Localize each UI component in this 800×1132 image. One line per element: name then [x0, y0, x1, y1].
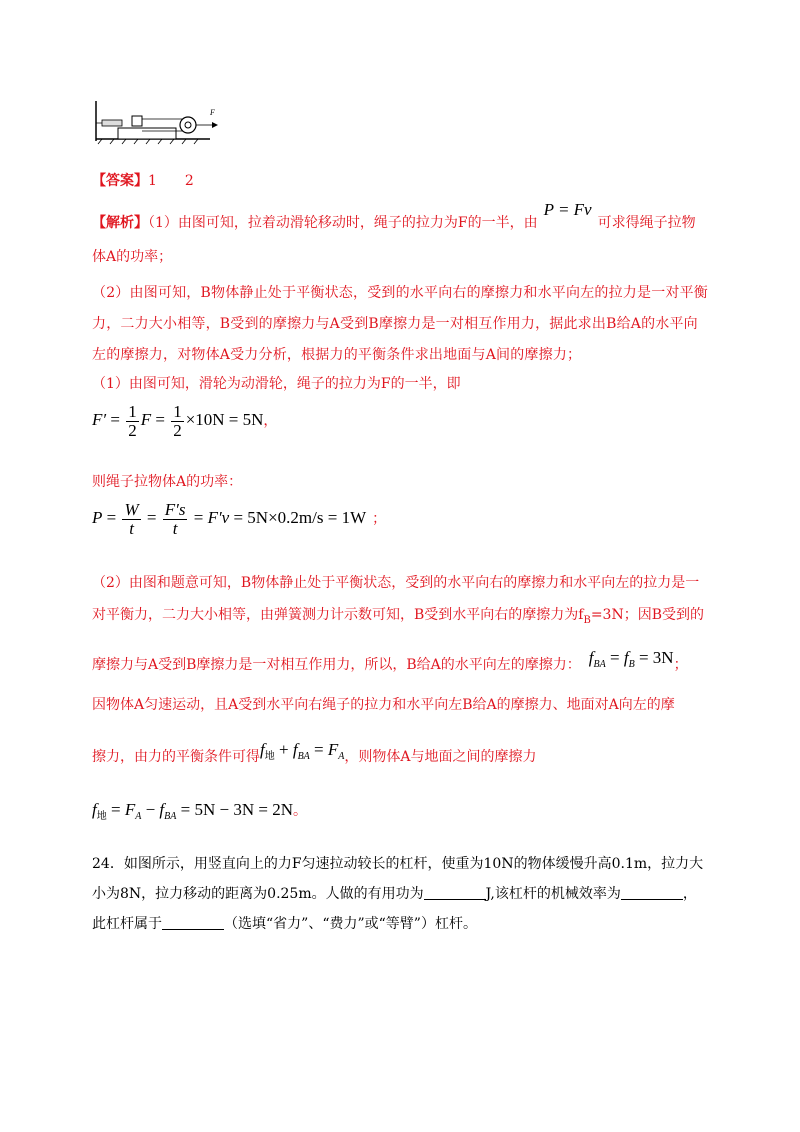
- q24-text-b: J,该杠杆的机械效率为: [485, 886, 621, 902]
- solution2-line5: 擦力，由力的平衡条件可得$f_地 + f_{BA} = F_A$，则物体A与地面之间的摩擦力: [92, 740, 537, 765]
- equation-half-force: F′ = $\frac{1}{2}$ F = $\frac{1}{2}$ ×10N = 5N，: [92, 401, 278, 440]
- equation-power: P = $\frac{W}{t}$ = $\frac{F's}{t}$ = F′v = 5N×0.2m/s = 1W ；: [92, 499, 387, 538]
- answer-blank-2[interactable]: [621, 885, 683, 900]
- answer-blank-1[interactable]: [424, 885, 486, 900]
- question24-line3: [92, 914, 477, 934]
- analysis-label: 【解析】: [92, 215, 148, 231]
- force-label: F: [210, 108, 215, 117]
- pulley-diagram: [92, 101, 222, 149]
- solution2-line4: 因物体A匀速运动，且A受到水平向右绳子的拉力和水平向左B给A的摩擦力、地面对A向左的摩: [92, 697, 675, 713]
- solution2-line2: 对平衡力，二力大小相等，由弹簧测力计示数可知，B受到水平向右的摩擦力为$f_B=3N$；因B受到的: [92, 607, 705, 626]
- solution2-semicolon: ；: [673, 657, 688, 673]
- solution1-intro: （1）由图可知，滑轮为动滑轮，绳子的拉力为F的一半，即: [92, 376, 461, 392]
- analysis-intro-cont: 体A的功率；: [92, 249, 173, 265]
- q24-text-d: 此杠杆属于: [92, 916, 162, 932]
- solution2-text: 摩擦力与A受到B摩擦力是一对相互作用力，所以，B给A的水平向左的摩擦力：: [92, 657, 581, 673]
- solution2-line1: （2）由图和题意可知，B物体静止处于平衡状态，受到的水平向右的摩擦力和水平向左的拉力是一: [92, 575, 700, 591]
- answer-label: 【答案】: [92, 173, 148, 189]
- analysis-intro-text: （1）由图可知，拉着动滑轮移动时，绳子的拉力为F的一半，由: [148, 215, 538, 231]
- part2-summary: （2）由图可知，B物体静止处于平衡状态，受到的水平向右的摩擦力和水平向左的拉力是一对平衡力，二力大小相等，B受到的摩擦力与A受到B摩擦力是一对相互作用力，据此求出B给A的水平向左的摩擦力，对物体A受力分析，根据力的平衡条件求出地面与A间的摩擦力；: [92, 285, 708, 363]
- formula-power: P = Fv: [543, 200, 592, 219]
- analysis-intro: [92, 200, 696, 233]
- power-tail: ；: [372, 511, 387, 527]
- answer-values: 1 2: [148, 173, 194, 189]
- solution2-end: 。: [292, 803, 307, 819]
- question24-line2: [92, 884, 697, 904]
- answer-blank-3[interactable]: [162, 915, 224, 930]
- solution2-balance: 擦力，由力的平衡条件可得: [92, 749, 260, 765]
- solution1-tail: ，: [263, 413, 278, 429]
- q24-text-c: ，: [682, 886, 697, 902]
- equation-ground-friction: $f_地 = F_A - f_{BA} = 5N - 3N = 2N$。: [92, 800, 307, 822]
- q24-text-a: 小为8N，拉力移动的距离为0.25m。人做的有用功为: [92, 886, 424, 902]
- power-intro: 则绳子拉物体A的功率：: [92, 474, 243, 490]
- solution2-line3: 摩擦力与A受到B摩擦力是一对相互作用力，所以，B给A的水平向左的摩擦力： $f_{BA} = f_B = 3N$；: [92, 648, 688, 673]
- solution2-ground-friction: ，则物体A与地面之间的摩擦力: [344, 749, 537, 765]
- q24-text-e: （选填“省力”、“费力”或“等臂”）杠杆。: [224, 916, 477, 932]
- question24-line1: 24．如图所示，用竖直向上的力F匀速拉动较长的杠杆，使重为10N的物体缓慢升高0.1m，拉力大: [92, 856, 704, 872]
- answer-line: [92, 171, 194, 191]
- analysis-intro-text-2: 可求得绳子拉物: [597, 215, 696, 231]
